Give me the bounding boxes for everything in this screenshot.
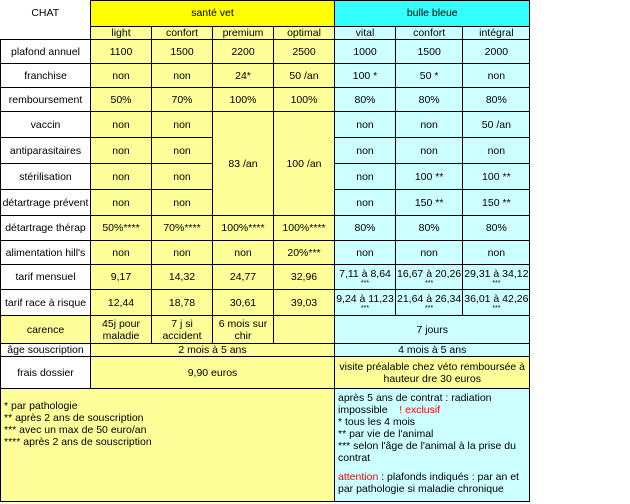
merged-cell-premium: 83 /an (213, 112, 274, 216)
cell: non (396, 138, 463, 164)
cell: 2200 (213, 40, 274, 64)
attention-text: : plafonds indiqués : par an et par pathologie si maladie chronique (338, 470, 519, 495)
cell (335, 290, 396, 316)
cell: non (152, 241, 213, 265)
cell (274, 316, 335, 344)
note: * tous les 4 mois (338, 416, 416, 429)
row-label: alimentation hill's (1, 241, 91, 265)
attention-word: attention (338, 470, 379, 483)
cell: 70% (152, 88, 213, 112)
note-attention (338, 471, 526, 495)
cell: 100 ** (396, 164, 463, 190)
sheet-title: CHAT (31, 7, 60, 20)
plan-header: intégral (463, 27, 530, 40)
cell: 80% (335, 216, 396, 241)
cell-text: 36,01 à 42,26 (464, 293, 529, 306)
cell: 30,61 (213, 290, 274, 316)
cell: non (463, 241, 530, 265)
cell: non (463, 138, 530, 164)
note-radiation: après 5 ans de contrat : radiation impossible (338, 392, 492, 417)
cell: 18,78 (152, 290, 213, 316)
cell: 50 /an (463, 112, 530, 138)
plan-header: premium (213, 27, 274, 40)
cell: non (335, 164, 396, 190)
cell: 7 jours (335, 316, 530, 344)
plan-header: light (91, 27, 152, 40)
cell: 100%**** (274, 216, 335, 241)
row-label: carence (1, 316, 91, 344)
cell: non (91, 112, 152, 138)
plan-header: vital (335, 27, 396, 40)
cell-text: 9,24 à 11,23 (336, 293, 394, 306)
cell: 4 mois à 5 ans (335, 344, 530, 357)
cell: non (91, 64, 152, 88)
cell: non (152, 112, 213, 138)
cell-text: 21,64 à 26,34 (397, 293, 462, 306)
cell: 1500 (152, 40, 213, 64)
note: **** après 2 ans de souscription (4, 436, 152, 449)
cell (335, 265, 396, 290)
cell: non (91, 241, 152, 265)
cell: 150 ** (463, 190, 530, 216)
row-label: détartrage thérap (1, 216, 91, 241)
note: ** par vie de l'animal (338, 428, 434, 441)
cell: 50 * (396, 64, 463, 88)
stars-note: *** (425, 279, 434, 287)
plan-header: confort (396, 27, 463, 40)
plan-header: confort (152, 27, 213, 40)
cell: non (91, 164, 152, 190)
row-label: détartrage prévent (1, 190, 91, 216)
row-label: remboursement (1, 88, 91, 112)
cell (463, 290, 530, 316)
cell: 70%**** (152, 216, 213, 241)
cell: 2 mois à 5 ans (91, 344, 335, 357)
cell: 80% (463, 216, 530, 241)
row-label: vaccin (1, 112, 91, 138)
cell: 1000 (335, 40, 396, 64)
cell-text: 7,11 à 8,64 (339, 267, 391, 280)
cell (396, 290, 463, 316)
cell: 80% (396, 216, 463, 241)
cell: 6 mois sur chir (213, 316, 274, 344)
note: *** selon l'âge de l'animal à la prise du contrat (338, 440, 516, 465)
row-label: antiparasitaires (1, 138, 91, 164)
cell: 24,77 (213, 265, 274, 290)
cell: non (152, 190, 213, 216)
note: *** avec un max de 50 euro/an (4, 424, 147, 437)
notes-right (335, 389, 530, 502)
cell: non (91, 190, 152, 216)
cell: non (152, 164, 213, 190)
cell: non (335, 241, 396, 265)
cell: 100% (213, 88, 274, 112)
cell (463, 265, 530, 290)
row-label: frais dossier (1, 357, 91, 389)
group-header-sante-vet: santé vet (91, 1, 335, 27)
stars-note: *** (360, 279, 370, 287)
cell: 14,32 (152, 265, 213, 290)
cell: 9,90 euros (91, 357, 335, 389)
cell: 45j pour maladie (91, 316, 152, 344)
stars-note: *** (360, 305, 370, 313)
cell: non (213, 241, 274, 265)
row-label: stérilisation (1, 164, 91, 190)
cell: 50%**** (91, 216, 152, 241)
cell: 80% (396, 88, 463, 112)
cell: 9,17 (91, 265, 152, 290)
cell-text: 29,31 à 34,12 (464, 267, 529, 280)
cell: 20%*** (274, 241, 335, 265)
note: * par pathologie (4, 400, 78, 413)
row-label: tarif mensuel (1, 265, 91, 290)
row-label: plafond annuel (1, 40, 91, 64)
cell: non (463, 64, 530, 88)
plan-header: optimal (274, 27, 335, 40)
cell: 100% (274, 88, 335, 112)
cell: 50% (91, 88, 152, 112)
cell: non (91, 138, 152, 164)
cell: 80% (335, 88, 396, 112)
cell: 24* (213, 64, 274, 88)
cell: 100 ** (463, 164, 530, 190)
empty-cell (1, 27, 91, 40)
merged-cell-optimal: 100 /an (274, 112, 335, 216)
row-label: franchise (1, 64, 91, 88)
cell: 100%**** (213, 216, 274, 241)
cell: non (335, 138, 396, 164)
cell: non (396, 241, 463, 265)
cell: 150 ** (396, 190, 463, 216)
row-label: âge souscription (1, 344, 91, 357)
cell: 32,96 (274, 265, 335, 290)
stars-note: *** (492, 279, 501, 287)
notes-left (1, 389, 335, 502)
stars-note: *** (425, 305, 434, 313)
cell: non (335, 190, 396, 216)
cell: 50 /an (274, 64, 335, 88)
cell: non (152, 138, 213, 164)
cell-text: 16,67 à 20,26 (397, 267, 462, 280)
cell: non (152, 64, 213, 88)
cell: 100 * (335, 64, 396, 88)
cell: 80% (463, 88, 530, 112)
cell: 2500 (274, 40, 335, 64)
cell: 7 j si accident (152, 316, 213, 344)
group-header-bulle-bleue: bulle bleue (335, 1, 530, 27)
stars-note: *** (492, 305, 501, 313)
cell: 1100 (91, 40, 152, 64)
cell: 2000 (463, 40, 530, 64)
cell: 1500 (396, 40, 463, 64)
cell (396, 265, 463, 290)
note (338, 392, 526, 416)
cell: non (335, 112, 396, 138)
cell: 12,44 (91, 290, 152, 316)
note-exclusif: ! exclusif (399, 404, 441, 417)
cell: 39,03 (274, 290, 335, 316)
row-label: tarif race à risque (1, 290, 91, 316)
cell: visite préalable chez véto remboursée à hauteur dre 30 euros (335, 357, 530, 389)
cell: non (396, 112, 463, 138)
note: ** après 2 ans de souscription (4, 412, 144, 425)
